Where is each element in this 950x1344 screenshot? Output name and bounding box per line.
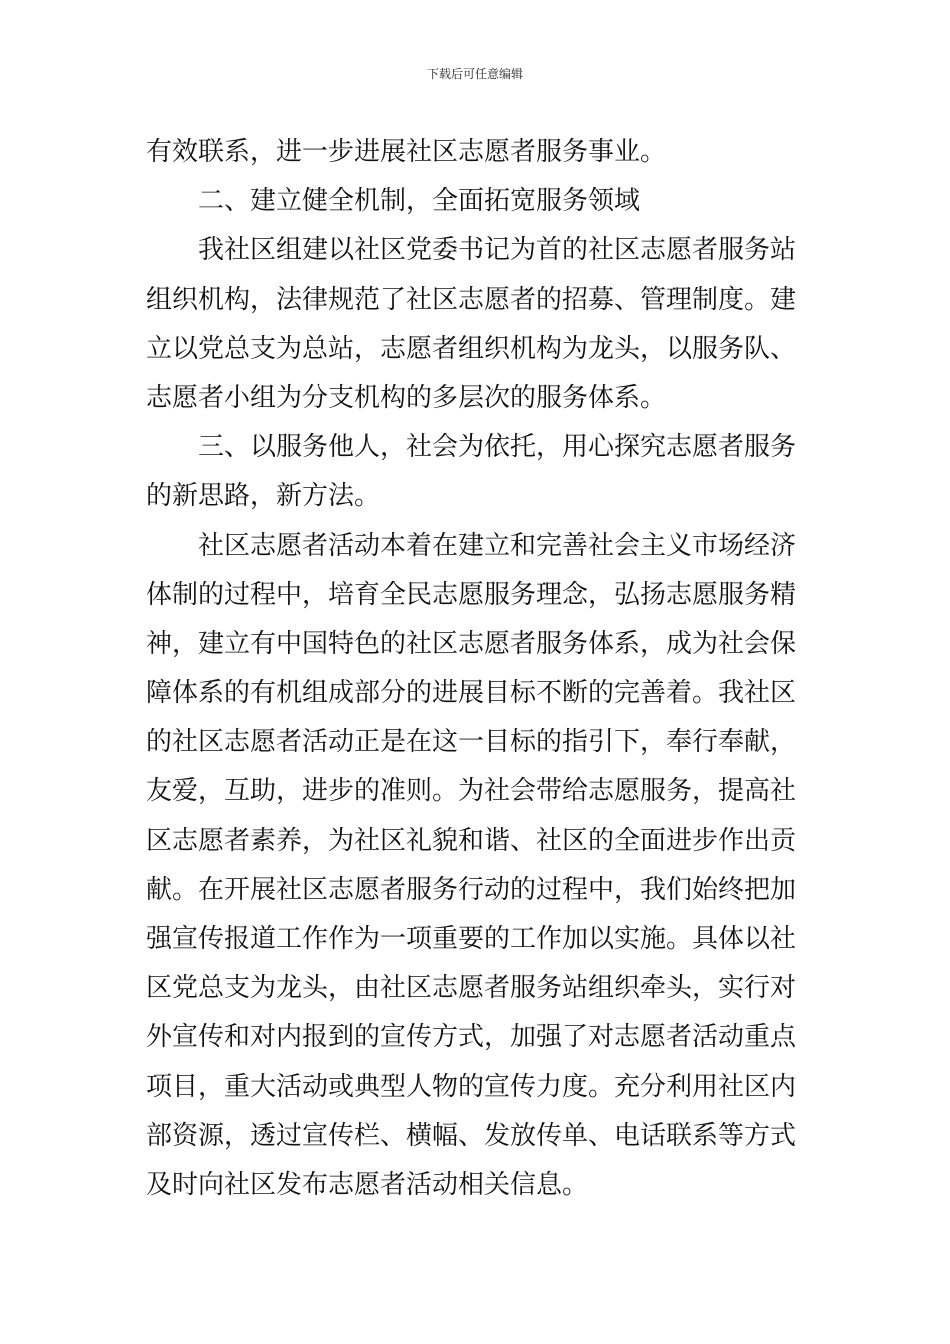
- text-line: 立以党总支为总站，志愿者组织机构为龙头，以服务队、: [146, 333, 797, 364]
- text-line: 社区志愿者活动本着在建立和完善社会主义市场经济: [198, 530, 797, 561]
- text-line: 献。在开展社区志愿者服务行动的过程中，我们始终把加: [146, 874, 797, 905]
- text-line: 友爱，互助，进步的准则。为社会带给志愿服务，提高社: [146, 776, 797, 807]
- text-line: 的新思路，新方法。: [146, 481, 381, 512]
- text-line: 的社区志愿者活动正是在这一目标的指引下，奉行奉献，: [146, 727, 797, 758]
- document-body: [146, 128, 806, 1210]
- text-line: 区党总支为龙头，由社区志愿者服务站组织牵头，实行对: [146, 973, 797, 1004]
- text-line: 体制的过程中，培育全民志愿服务理念，弘扬志愿服务精: [146, 579, 797, 610]
- text-line: 我社区组建以社区党委书记为首的社区志愿者服务站: [198, 235, 797, 266]
- text-line: 组织机构，法律规范了社区志愿者的招募、管理制度。建: [146, 284, 797, 315]
- text-line: 及时向社区发布志愿者活动相关信息。: [146, 1169, 589, 1200]
- text-line: 强宣传报道工作作为一项重要的工作加以实施。具体以社: [146, 924, 797, 954]
- page-header: 下载后可任意编辑: [426, 67, 523, 81]
- text-line: 有效联系，进一步进展社区志愿者服务事业。: [146, 137, 667, 167]
- text-line: 障体系的有机组成部分的进展目标不断的完善着。我社区: [146, 678, 797, 709]
- text-line: 区志愿者素养，为社区礼貌和谐、社区的全面进步作出贡: [146, 825, 797, 856]
- text-line: 部资源，透过宣传栏、横幅、发放传单、电话联系等方式: [146, 1120, 797, 1151]
- section-heading: 三、以服务他人，社会为依托，用心探究志愿者服务: [198, 432, 797, 463]
- text-line: 项目，重大活动或典型人物的宣传力度。充分利用社区内: [146, 1071, 797, 1102]
- section-heading: 二、建立健全机制，全面拓宽服务领域: [198, 186, 641, 217]
- text-line: 志愿者小组为分支机构的多层次的服务体系。: [146, 382, 667, 413]
- text-line: 外宣传和对内报到的宣传方式，加强了对志愿者活动重点: [146, 1022, 797, 1053]
- text-line: 神，建立有中国特色的社区志愿者服务体系，成为社会保: [146, 628, 797, 659]
